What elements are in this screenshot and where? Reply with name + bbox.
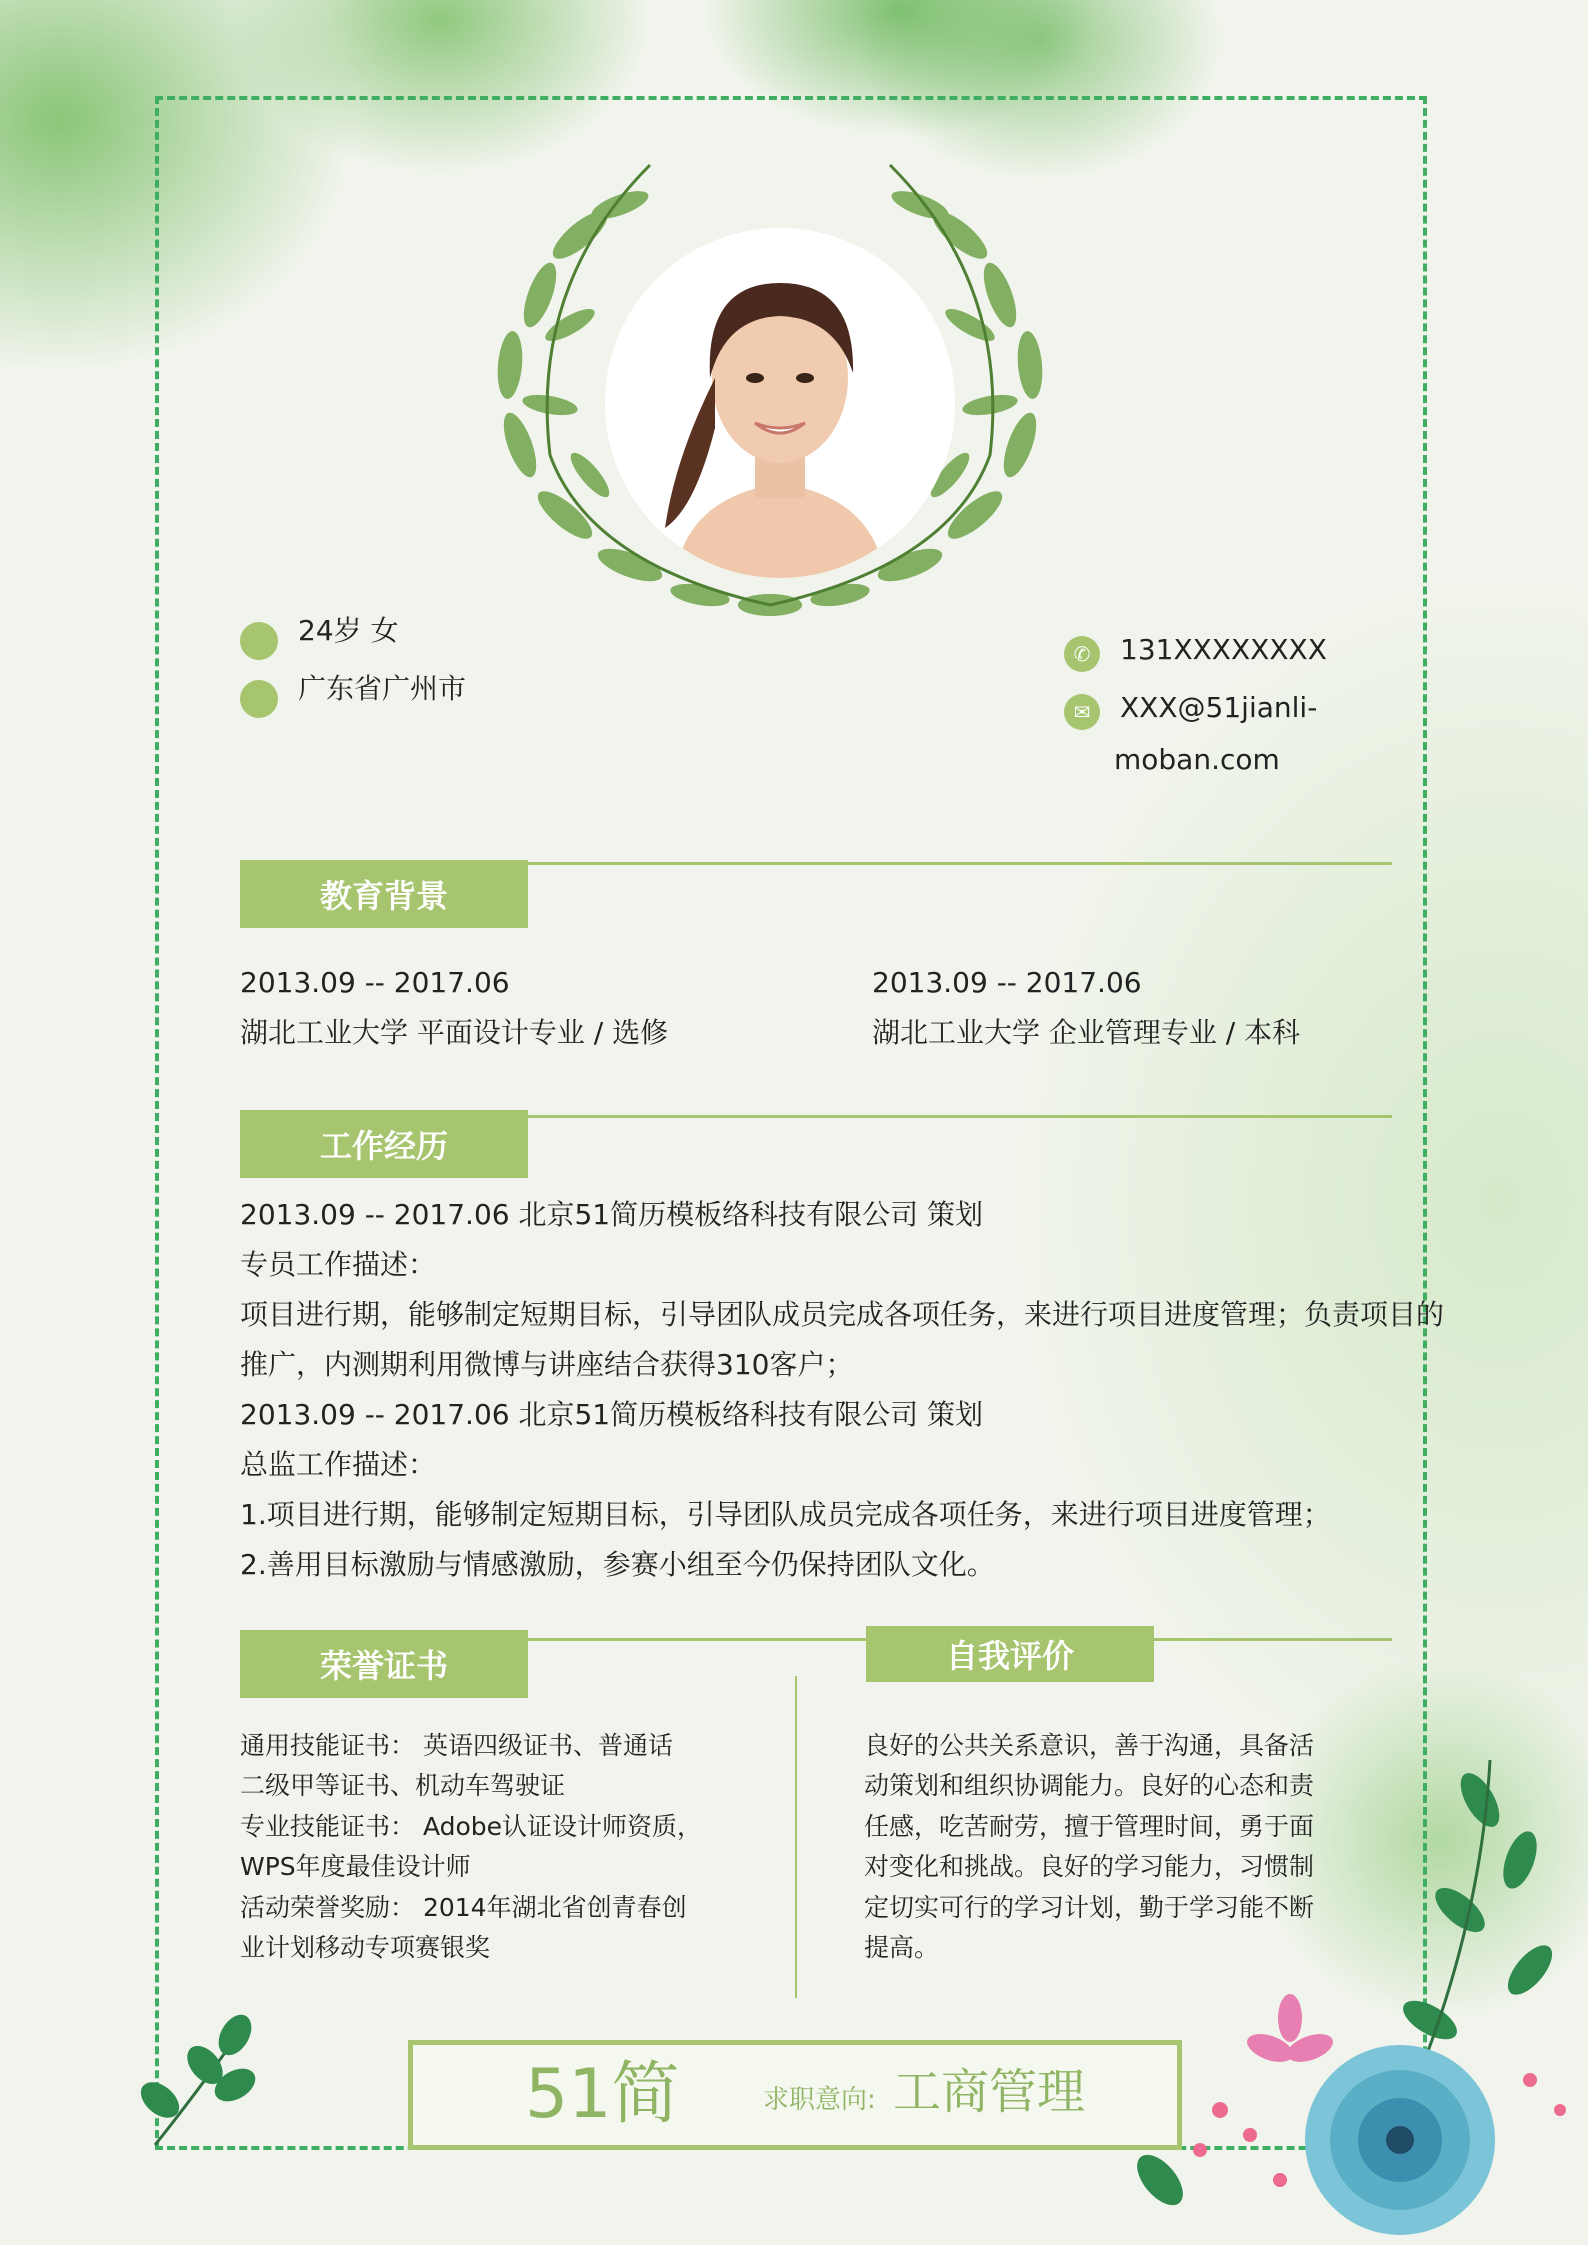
honor-line: 二级甲等证书、机动车驾驶证: [240, 1771, 566, 1800]
phone-icon: ✆: [1064, 636, 1100, 672]
email-line-1: XXX@51jianli-: [1120, 690, 1318, 724]
section-title-self-eval: 自我评价: [866, 1626, 1154, 1682]
work-line: 2013.09 -- 2017.06 北京51简历模板络科技有限公司 策划: [240, 1398, 984, 1431]
self-eval-line: 良好的公共关系意识，善于沟通，具备活: [864, 1731, 1315, 1760]
self-eval-line: 定切实可行的学习计划，勤于学习能不断: [864, 1893, 1315, 1922]
phone: 131XXXXXXXX: [1120, 632, 1327, 666]
section-rule: [528, 1115, 1392, 1118]
location: 广东省广州市: [298, 671, 467, 705]
edu-detail-1: 湖北工业大学 平面设计专业 / 选修: [240, 1016, 669, 1049]
age-gender: 24岁 女: [298, 613, 399, 647]
work-line: 1.项目进行期，能够制定短期目标，引导团队成员完成各项任务，来进行项目进度管理；: [240, 1498, 1331, 1531]
section-title-education: 教育背景: [240, 860, 528, 928]
phone-row: [1064, 632, 1327, 672]
section-rule: [528, 1638, 868, 1641]
job-intent-label: 求职意向:: [763, 2085, 876, 2115]
column-divider: [795, 1676, 797, 1998]
self-eval-line: 任感，吃苦耐劳，擅于管理时间，勇于面: [864, 1812, 1315, 1841]
leaf-sprig-icon: [135, 2005, 275, 2155]
work-line: 专员工作描述：: [240, 1248, 437, 1281]
mail-icon: ✉: [1064, 694, 1100, 730]
age-gender-row: [240, 613, 399, 660]
honor-line: 通用技能证书： 英语四级证书、普通话: [240, 1731, 673, 1760]
bullet-dot: [240, 680, 278, 718]
profile-photo: [605, 228, 955, 578]
section-title-honors: 荣誉证书: [240, 1630, 528, 1698]
section-rule: [1154, 1638, 1392, 1641]
section-title-work: 工作经历: [240, 1110, 528, 1178]
work-line: 项目进行期，能够制定短期目标，引导团队成员完成各项任务，来进行项目进度管理；负责项目的: [240, 1298, 1445, 1331]
edu-period-1: 2013.09 -- 2017.06: [240, 966, 510, 999]
work-line: 2013.09 -- 2017.06 北京51简历模板络科技有限公司 策划: [240, 1198, 984, 1231]
bullet-dot: [240, 622, 278, 660]
footer-intent-box: [408, 2040, 1182, 2150]
work-line: 推广，内测期利用微博与讲座结合获得310客户；: [240, 1348, 854, 1381]
honor-line: 业计划移动专项赛银奖: [240, 1933, 491, 1962]
flower-decoration-icon: [1100, 1740, 1588, 2245]
email-row: [1064, 690, 1318, 730]
work-line: 2.善用目标激励与情感激励，参赛小组至今仍保持团队文化。: [240, 1548, 995, 1581]
self-eval-line: 对变化和挑战。良好的学习能力，习惯制: [864, 1852, 1315, 1881]
brand-logo: 51简: [525, 2055, 680, 2134]
honor-line: 专业技能证书： Adobe认证设计师资质，: [240, 1812, 703, 1841]
location-row: [240, 671, 467, 718]
honor-line: 活动荣誉奖励： 2014年湖北省创青春创: [240, 1893, 687, 1922]
self-eval-line: 动策划和组织协调能力。良好的心态和责: [864, 1771, 1315, 1800]
honor-line: WPS年度最佳设计师: [240, 1852, 471, 1881]
work-line: 总监工作描述：: [240, 1448, 437, 1481]
email-line-2: moban.com: [1114, 743, 1280, 776]
section-rule: [528, 862, 1392, 865]
edu-detail-2: 湖北工业大学 企业管理专业 / 本科: [872, 1016, 1301, 1049]
job-intent-value: 工商管理: [893, 2064, 1086, 2120]
edu-period-2: 2013.09 -- 2017.06: [872, 966, 1142, 999]
self-eval-line: 提高。: [864, 1933, 940, 1962]
